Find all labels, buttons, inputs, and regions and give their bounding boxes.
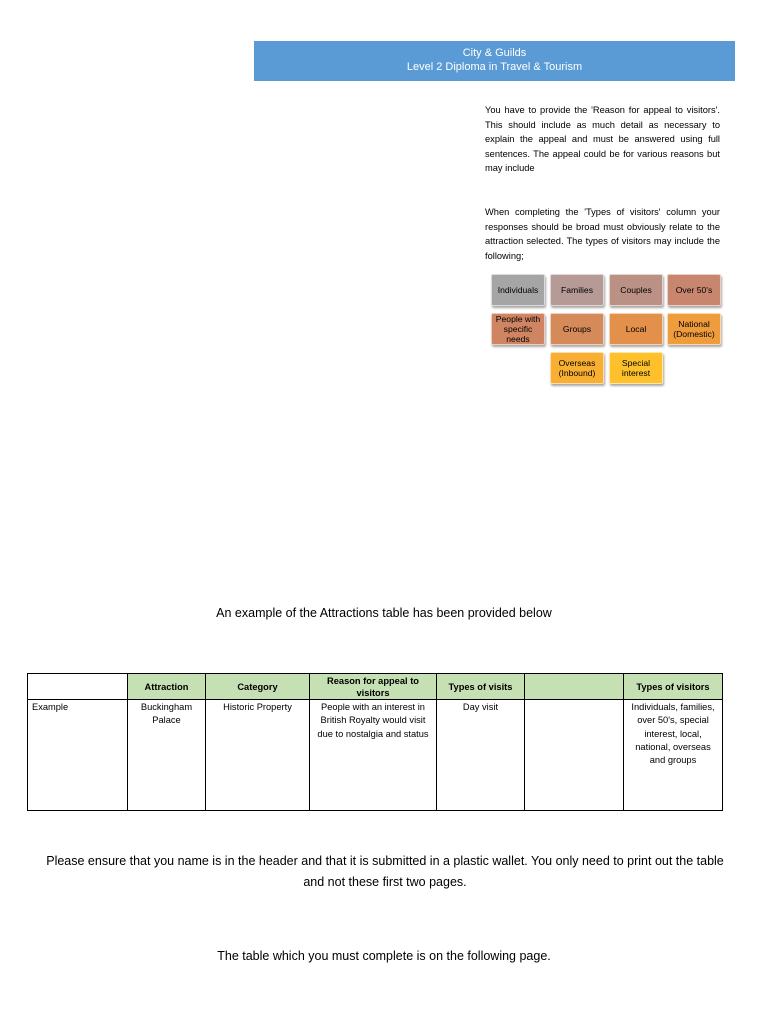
attractions-example-table bbox=[27, 673, 723, 811]
table-header-empty bbox=[525, 674, 624, 700]
next-page-note: The table which you must complete is on the following page. bbox=[217, 949, 551, 963]
visitor-type-couples: Couples bbox=[609, 274, 663, 306]
visitor-type-national: National (Domestic) bbox=[667, 313, 721, 345]
document-header-banner bbox=[254, 41, 735, 81]
table-header-category: Category bbox=[206, 674, 310, 700]
table-header-attraction: Attraction bbox=[128, 674, 206, 700]
visitor-type-local: Local bbox=[609, 313, 663, 345]
table-header-types-of-visitors: Types of visitors bbox=[624, 674, 723, 700]
table-header-row bbox=[28, 674, 723, 700]
visitor-type-special-interest: Special interest bbox=[609, 352, 663, 384]
table-cell-label: Example bbox=[28, 700, 128, 811]
table-cell-types-of-visitors: Individuals, families, over 50's, special interest, local, national, overseas and groups bbox=[624, 700, 723, 811]
table-cell-attraction: Buckingham Palace bbox=[128, 700, 206, 811]
table-header-cell bbox=[28, 674, 128, 700]
table-cell-reason: People with an interest in British Royalty would visit due to nostalgia and status bbox=[310, 700, 437, 811]
submission-instructions: Please ensure that you name is in the header and that it is submitted in a plastic wallet. You only need to print out the table and not these first two pages. bbox=[46, 854, 724, 889]
header-title: City & Guilds bbox=[462, 47, 527, 59]
header-subtitle: Level 2 Diploma in Travel & Tourism bbox=[406, 61, 583, 73]
visitor-type-specific-needs: People with specific needs bbox=[491, 313, 545, 345]
table-cell-empty bbox=[525, 700, 624, 811]
types-instructions: When completing the 'Types of visitors' column your responses should be broad must obviously relate to the attraction selected. The types of visitors may include the following; bbox=[485, 207, 720, 261]
table-cell-category: Historic Property bbox=[206, 700, 310, 811]
visitor-type-individuals: Individuals bbox=[491, 274, 545, 306]
table-caption: An example of the Attractions table has been provided below bbox=[216, 606, 552, 620]
visitor-type-groups: Groups bbox=[550, 313, 604, 345]
visitor-type-overseas: Overseas (Inbound) bbox=[550, 352, 604, 384]
reason-instructions: You have to provide the 'Reason for appeal to visitors'. This should include as much detail as necessary to explain the appeal and must be answered using full sentences. The appeal could be for various reasons but may include bbox=[485, 105, 720, 174]
visitor-type-over-50s: Over 50's bbox=[667, 274, 721, 306]
table-header-reason: Reason for appeal to visitors bbox=[310, 674, 437, 700]
visitor-types-grid bbox=[491, 274, 723, 388]
visitor-type-families: Families bbox=[550, 274, 604, 306]
table-header-types-of-visits: Types of visits bbox=[437, 674, 525, 700]
table-row bbox=[28, 700, 723, 811]
table-cell-types-of-visits: Day visit bbox=[437, 700, 525, 811]
